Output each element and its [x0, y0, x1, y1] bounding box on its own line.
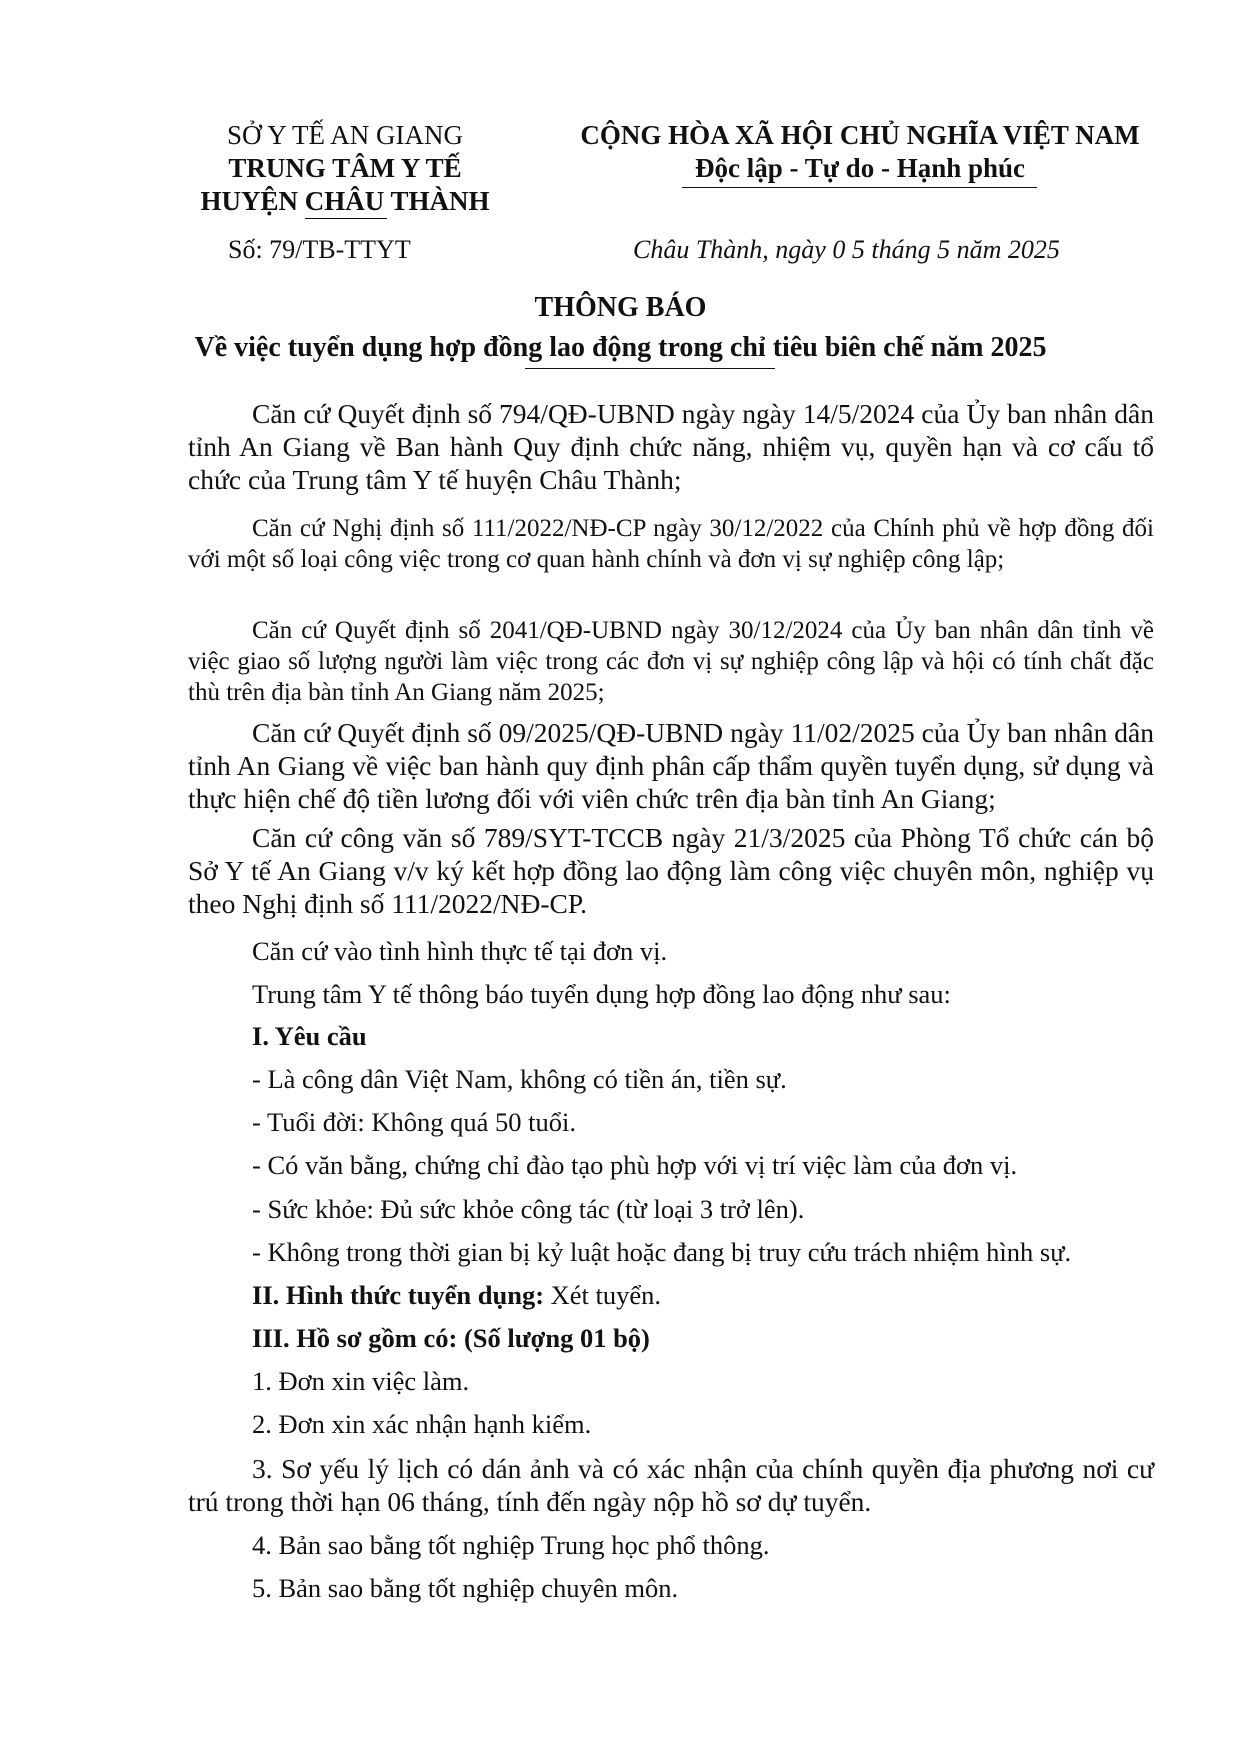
preamble-paragraph-2: Căn cứ Nghị định số 111/2022/NĐ-CP ngày 30/12/2022 của Chính phủ về hợp đồng đối với một số loại công việc trong cơ quan hành chính và đơn vị sự nghiệp công lập;: [188, 515, 1154, 573]
section-2-value: Xét tuyển.: [544, 1280, 662, 1310]
document-title: THÔNG BÁO: [534, 292, 707, 323]
requirement-item: - Tuổi đời: Không quá 50 tuổi.: [252, 1107, 576, 1137]
national-motto: Độc lập - Tự do - Hạnh phúc: [694, 153, 1026, 183]
dossier-item: 1. Đơn xin việc làm.: [252, 1366, 470, 1396]
preamble-paragraph-4: Căn cứ Quyết định số 09/2025/QĐ-UBND ngày 11/02/2025 của Ủy ban nhân dân tỉnh An Giang về việc ban hành quy định phân cấp thẩm quyền tuyển dụng, sử dụng và thực hiện chế độ tiền lương đối với viên chức trên địa bàn tỉnh An Giang;: [188, 717, 1154, 814]
issuing-unit-line1: TRUNG TÂM Y TẾ: [228, 153, 462, 183]
motto-underline: [682, 187, 1037, 188]
section-3-heading: III. Hồ sơ gồm có: (Số lượng 01 bộ): [252, 1323, 650, 1353]
dossier-item: 5. Bản sao bằng tốt nghiệp chuyên môn.: [252, 1573, 679, 1603]
document-subtitle: Về việc tuyển dụng hợp đồng lao động trong chỉ tiêu biên chế năm 2025: [194, 332, 1047, 363]
requirement-item: - Sức khỏe: Đủ sức khỏe công tác (từ loại 3 trở lên).: [252, 1194, 805, 1224]
document-number: Số: 79/TB-TTYT: [228, 235, 411, 264]
preamble-paragraph-7: Trung tâm Y tế thông báo tuyển dụng hợp đồng lao động như sau:: [252, 979, 951, 1009]
issuing-unit-line2: HUYỆN CHÂU THÀNH: [200, 186, 490, 216]
dossier-item: 4. Bản sao bằng tốt nghiệp Trung học phổ thông.: [252, 1530, 770, 1560]
issuing-agency: SỞ Y TẾ AN GIANG: [227, 120, 463, 150]
requirement-item: - Có văn bằng, chứng chỉ đào tạo phù hợp với vị trí việc làm của đơn vị.: [252, 1150, 1018, 1180]
subtitle-underline: [525, 368, 775, 369]
header-left-underline: [305, 218, 387, 219]
section-2-heading: II. Hình thức tuyển dụng:: [252, 1280, 545, 1310]
preamble-paragraph-6: Căn cứ vào tình hình thực tế tại đơn vị.: [252, 936, 668, 966]
requirement-item: - Không trong thời gian bị kỷ luật hoặc đang bị truy cứu trách nhiệm hình sự.: [252, 1237, 1072, 1267]
section-2-line: [252, 1279, 661, 1311]
national-title: CỘNG HÒA XÃ HỘI CHỦ NGHĨA VIỆT NAM: [580, 120, 1140, 150]
section-1-heading: I. Yêu cầu: [252, 1021, 367, 1051]
requirement-item: - Là công dân Việt Nam, không có tiền án, tiền sự.: [252, 1064, 787, 1094]
dossier-item: 2. Đơn xin xác nhận hạnh kiểm.: [252, 1409, 592, 1439]
preamble-paragraph-3: Căn cứ Quyết định số 2041/QĐ-UBND ngày 30/12/2024 của Ủy ban nhân dân tỉnh về việc giao số lượng người làm việc trong các đơn vị sự nghiệp công lập và hội có tính chất đặc thù trên địa bàn tỉnh An Giang năm 2025;: [188, 617, 1154, 706]
dossier-item: 3. Sơ yếu lý lịch có dán ảnh và có xác nhận của chính quyền địa phương nơi cư trú trong thời hạn 06 tháng, tính đến ngày nộp hồ sơ dự tuyển.: [188, 1453, 1154, 1517]
preamble-paragraph-1: Căn cứ Quyết định số 794/QĐ-UBND ngày ngày 14/5/2024 của Ủy ban nhân dân tỉnh An Giang về Ban hành Quy định chức năng, nhiệm vụ, quyền hạn và cơ cấu tổ chức của Trung tâm Y tế huyện Châu Thành;: [188, 398, 1154, 495]
preamble-paragraph-5: Căn cứ công văn số 789/SYT-TCCB ngày 21/3/2025 của Phòng Tổ chức cán bộ Sở Y tế An Giang v/v ký kết hợp đồng lao động làm công việc chuyên môn, nghiệp vụ theo Nghị định số 111/2022/NĐ-CP.: [188, 822, 1154, 919]
document-date: Châu Thành, ngày 0 5 tháng 5 năm 2025: [633, 235, 1060, 264]
